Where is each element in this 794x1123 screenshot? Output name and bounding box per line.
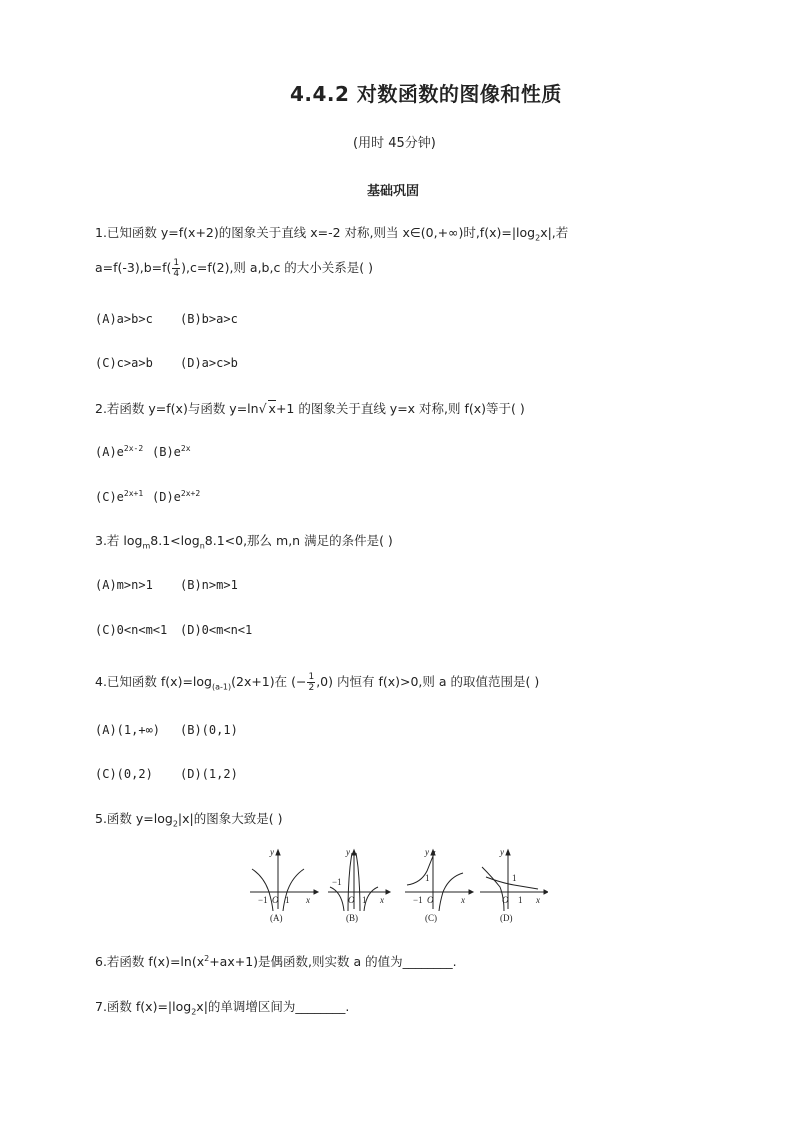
page-title: 4.4.2 对数函数的图像和性质 — [290, 82, 562, 106]
q1-option-a: (A)a>b>c — [95, 312, 153, 326]
q2-option-a: $(A)e^{2x-2}$ — [95, 444, 144, 459]
graph-c-x-label: x — [461, 895, 465, 905]
fraction-one-quarter: $\frac{1}{4}$ — [173, 258, 180, 279]
graph-b-x-label: x — [380, 895, 384, 905]
question-1-line-1: 1.已知函数 y=f(x+2)的图象关于直线 x=-2 对称,则当 x∈(0,+∞)时$,f(x)=|\log_2x|$,若 — [95, 225, 569, 243]
graph-d-y-label: y — [500, 847, 504, 857]
q4-option-d: (D)(1,2) — [180, 767, 238, 781]
time-note: (用时 45分钟) — [353, 136, 436, 151]
graph-b — [328, 847, 390, 923]
graph-a-x-label: x — [306, 895, 310, 905]
graph-b-y-label: y — [346, 847, 350, 857]
graph-d-label: (D) — [500, 913, 513, 923]
q1-option-c: (C)c>a>b — [95, 356, 153, 370]
graph-a-origin: O — [272, 895, 279, 905]
graph-d-x-label: x — [536, 895, 540, 905]
graph-c — [405, 847, 473, 923]
graph-c-y-label: y — [425, 847, 429, 857]
fraction-one-half: $\frac{1}{2}$ — [308, 672, 315, 693]
q2-option-b: $(B)e^{2x}$ — [152, 444, 191, 459]
question-1-line-2: a=f(-3),b=f( $\frac{1}{4}$ ),c=f(2),则 a,b,c 的大小关系是( ) — [95, 258, 374, 279]
graph-c-label: (C) — [425, 913, 437, 923]
question-2: 2.若函数 y=f(x)与函数 y=ln√ x+1 的图象关于直线 y=x 对称,则 f(x)等于( ) — [95, 401, 525, 416]
graph-d — [480, 847, 548, 923]
question-6: 6.若函数 $f(x)=\ln(x^2+ax+1)$是偶函数,则实数 a 的值为________. — [95, 954, 457, 970]
q3-option-a: (A)m>n>1 — [95, 578, 153, 592]
graph-b-tick-neg1: −1 — [332, 877, 342, 887]
question-7: 7.函数 $f(x)=|\log_2x|$的单调增区间为________. — [95, 999, 350, 1017]
q2-option-c: $(C)e^{2x+1}$ — [95, 489, 144, 504]
question-5: 5.函数 $y=\log_2|x|$的图象大致是( ) — [95, 811, 283, 829]
graph-c-origin: O — [427, 895, 434, 905]
section-heading: 基础巩固 — [367, 184, 420, 199]
graph-d-tick-1: 1 — [512, 873, 517, 883]
graph-c-tick-neg1: −1 — [413, 895, 423, 905]
graph-a-label: (A) — [270, 913, 283, 923]
q1-option-d: (D)a>c>b — [180, 356, 238, 370]
graph-b-label: (B) — [346, 913, 358, 923]
graph-b-origin: O — [348, 895, 355, 905]
graph-a — [250, 847, 318, 923]
graph-a-y-label: y — [270, 847, 274, 857]
question-5-graphs — [248, 847, 548, 927]
graph-b-tick-1: 1 — [362, 895, 367, 905]
question-3: 3.若 $\log_m8.1<\log_n8.1<0$,那么 m,n 满足的条件是( ) — [95, 533, 393, 551]
graph-d-origin: O — [502, 895, 509, 905]
question-4: 4.已知函数 $f(x)=\log_{(a-1)}(2x+1)$在 (− $\frac{1}{2}$ ,0) 内恒有 f(x)>0,则 a 的取值范围是( ) — [95, 672, 540, 693]
q3-option-d: (D)0<m<n<1 — [180, 623, 253, 637]
q3-option-b: (B)n>m>1 — [180, 578, 238, 592]
graph-a-tick-neg1: −1 — [258, 895, 268, 905]
q4-option-c: (C)(0,2) — [95, 767, 153, 781]
graph-d-tick-1-x: 1 — [518, 895, 523, 905]
q4-option-b: (B)(0,1) — [180, 723, 238, 737]
q3-option-c: (C)0<n<m<1 — [95, 623, 168, 637]
q1-option-b: (B)b>a>c — [180, 312, 238, 326]
q2-option-d: $(D)e^{2x+2}$ — [152, 489, 201, 504]
graph-c-tick-1: 1 — [425, 873, 430, 883]
q4-option-a: (A)(1,+∞) — [95, 723, 161, 737]
graph-a-tick-1: 1 — [285, 895, 290, 905]
